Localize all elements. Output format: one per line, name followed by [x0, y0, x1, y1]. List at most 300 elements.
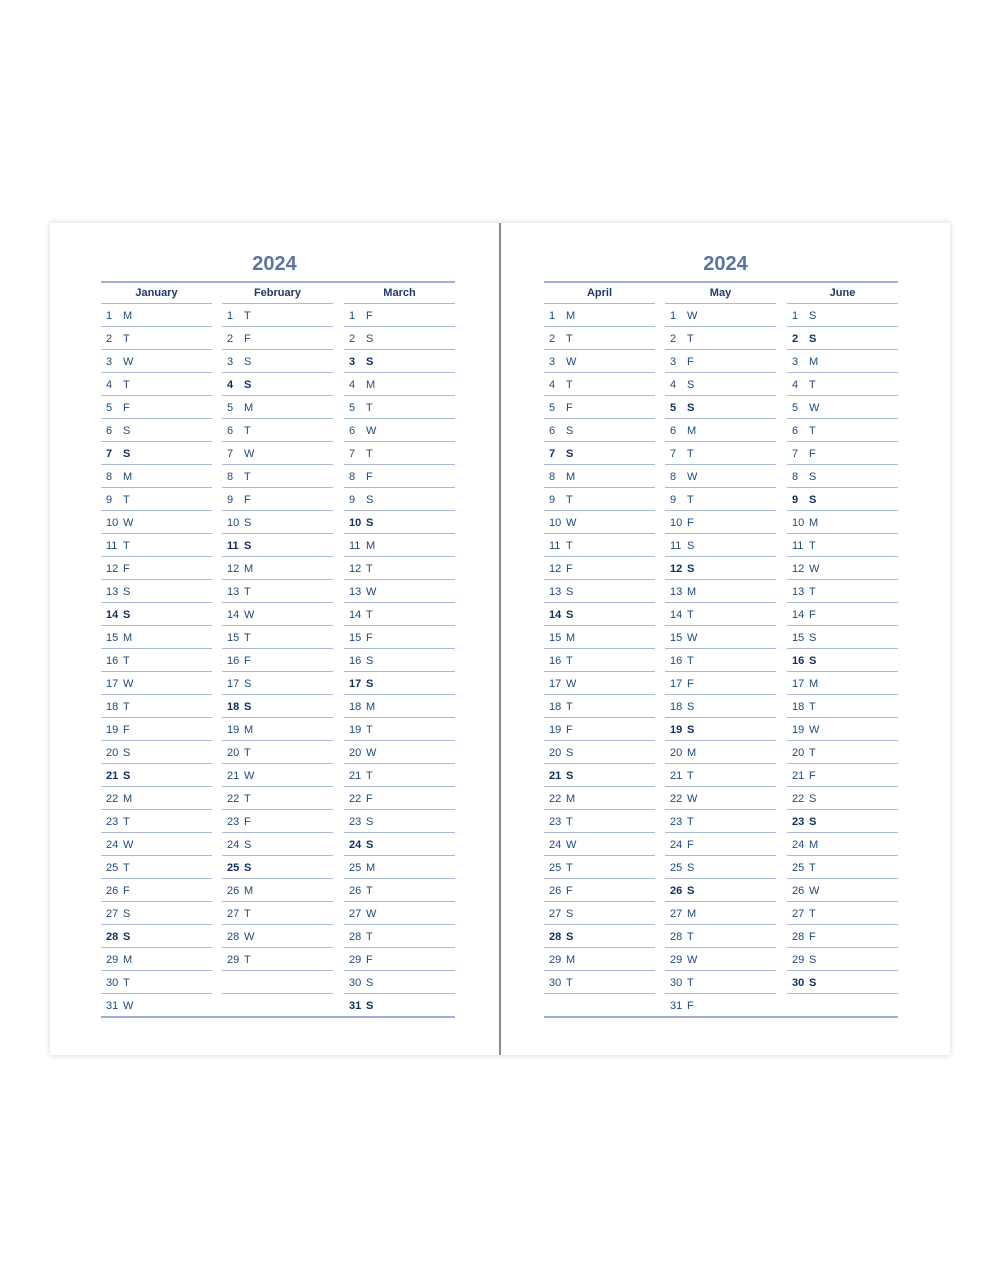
weekday-letter: T	[123, 701, 130, 713]
day-row	[665, 488, 776, 511]
weekday-letter: S	[566, 908, 574, 920]
day-number: 5	[227, 402, 234, 414]
day-number: 17	[670, 678, 683, 690]
day-row	[344, 948, 455, 971]
day-row	[344, 511, 455, 534]
weekday-letter: W	[366, 586, 377, 598]
day-row	[544, 488, 655, 511]
day-number: 20	[227, 747, 240, 759]
day-row	[544, 764, 655, 787]
weekday-letter: S	[366, 839, 374, 851]
day-number: 25	[792, 862, 805, 874]
month-column-may	[665, 281, 776, 1017]
weekday-letter: F	[809, 448, 816, 460]
day-number: 13	[670, 586, 683, 598]
weekday-letter: S	[687, 540, 695, 552]
weekday-letter: S	[566, 448, 574, 460]
weekday-letter: T	[687, 448, 694, 460]
weekday-letter: W	[123, 517, 134, 529]
year-heading: 2024	[252, 253, 297, 275]
day-row	[344, 994, 455, 1017]
day-number: 9	[106, 494, 113, 506]
weekday-letter: F	[244, 816, 251, 828]
day-row	[665, 327, 776, 350]
weekday-letter: M	[687, 586, 697, 598]
day-number: 25	[227, 862, 240, 874]
day-number: 30	[792, 977, 805, 989]
day-number: 30	[670, 977, 683, 989]
day-row	[101, 902, 212, 925]
day-row	[665, 902, 776, 925]
day-row	[665, 373, 776, 396]
weekday-letter: F	[687, 678, 694, 690]
day-row	[787, 396, 898, 419]
weekday-letter: W	[687, 310, 698, 322]
day-row	[544, 902, 655, 925]
day-row	[101, 396, 212, 419]
day-row	[344, 304, 455, 327]
day-row	[344, 580, 455, 603]
bottom-rule	[101, 1016, 455, 1018]
weekday-letter: S	[566, 931, 574, 943]
day-number: 22	[227, 793, 240, 805]
weekday-letter: S	[809, 494, 817, 506]
weekday-letter: T	[687, 333, 694, 345]
day-number: 2	[106, 333, 113, 345]
weekday-letter: M	[244, 724, 254, 736]
day-row	[544, 603, 655, 626]
day-number: 3	[670, 356, 677, 368]
day-row	[344, 902, 455, 925]
weekday-letter: F	[123, 885, 130, 897]
day-row	[787, 534, 898, 557]
day-number: 12	[792, 563, 805, 575]
day-number: 29	[227, 954, 240, 966]
day-number: 28	[227, 931, 240, 943]
day-number: 16	[792, 655, 805, 667]
weekday-letter: S	[809, 632, 817, 644]
weekday-letter: M	[687, 425, 697, 437]
day-number: 16	[227, 655, 240, 667]
day-number: 6	[349, 425, 356, 437]
day-number: 1	[792, 310, 799, 322]
day-row	[344, 741, 455, 764]
day-number: 1	[349, 310, 356, 322]
day-number: 27	[349, 908, 362, 920]
day-number: 26	[106, 885, 119, 897]
day-row	[544, 810, 655, 833]
day-number: 19	[106, 724, 119, 736]
day-row	[665, 971, 776, 994]
weekday-letter: S	[244, 678, 252, 690]
weekday-letter: W	[123, 839, 134, 851]
weekday-letter: W	[687, 632, 698, 644]
day-number: 20	[549, 747, 562, 759]
weekday-letter: T	[687, 609, 694, 621]
weekday-letter: T	[244, 586, 251, 598]
day-number: 15	[106, 632, 119, 644]
weekday-letter: M	[566, 471, 576, 483]
day-number: 24	[349, 839, 362, 851]
weekday-letter: M	[123, 632, 133, 644]
month-name: March	[344, 281, 455, 304]
weekday-letter: S	[566, 747, 574, 759]
day-row	[101, 557, 212, 580]
weekday-letter: M	[566, 632, 576, 644]
weekday-letter: F	[687, 517, 694, 529]
day-row	[544, 511, 655, 534]
day-number: 4	[792, 379, 799, 391]
day-number: 6	[227, 425, 234, 437]
weekday-letter: T	[366, 609, 373, 621]
day-row	[544, 787, 655, 810]
weekday-letter: F	[123, 724, 130, 736]
day-number: 11	[227, 540, 239, 552]
day-row	[787, 511, 898, 534]
day-number: 21	[549, 770, 562, 782]
day-row	[665, 879, 776, 902]
day-row	[222, 971, 333, 994]
day-row	[344, 695, 455, 718]
day-row	[101, 626, 212, 649]
weekday-letter: T	[123, 862, 130, 874]
day-number: 4	[227, 379, 234, 391]
day-row	[101, 948, 212, 971]
day-row	[544, 879, 655, 902]
weekday-letter: F	[366, 793, 373, 805]
weekday-letter: S	[366, 517, 374, 529]
weekday-letter: T	[566, 333, 573, 345]
weekday-letter: S	[687, 563, 695, 575]
day-number: 28	[549, 931, 562, 943]
weekday-letter: M	[366, 862, 376, 874]
day-row	[544, 925, 655, 948]
weekday-letter: T	[123, 494, 130, 506]
day-row	[222, 833, 333, 856]
day-number: 15	[549, 632, 562, 644]
day-number: 29	[670, 954, 683, 966]
day-row	[787, 603, 898, 626]
weekday-letter: S	[566, 609, 574, 621]
day-row	[665, 511, 776, 534]
weekday-letter: S	[244, 839, 252, 851]
day-row	[222, 787, 333, 810]
day-row	[787, 925, 898, 948]
day-row	[665, 396, 776, 419]
weekday-letter: M	[123, 310, 133, 322]
weekday-letter: F	[366, 310, 373, 322]
day-number: 28	[349, 931, 362, 943]
day-number: 4	[349, 379, 356, 391]
day-number: 31	[349, 1000, 362, 1012]
day-number: 17	[792, 678, 805, 690]
day-number: 2	[549, 333, 556, 345]
day-number: 27	[549, 908, 562, 920]
weekday-letter: M	[123, 954, 133, 966]
day-number: 28	[106, 931, 119, 943]
weekday-letter: M	[566, 793, 576, 805]
day-number: 8	[792, 471, 799, 483]
weekday-letter: S	[809, 471, 817, 483]
weekday-letter: T	[687, 977, 694, 989]
weekday-letter: M	[123, 471, 133, 483]
day-row	[665, 695, 776, 718]
day-row	[665, 810, 776, 833]
day-row	[787, 902, 898, 925]
day-row	[665, 833, 776, 856]
day-number: 15	[227, 632, 240, 644]
weekday-letter: S	[809, 793, 817, 805]
day-number: 17	[106, 678, 119, 690]
day-number: 20	[106, 747, 119, 759]
day-number: 7	[670, 448, 677, 460]
weekday-letter: M	[244, 402, 254, 414]
weekday-letter: T	[244, 310, 251, 322]
day-row	[787, 787, 898, 810]
weekday-letter: F	[366, 954, 373, 966]
day-row	[101, 649, 212, 672]
day-number: 9	[549, 494, 556, 506]
day-row	[222, 948, 333, 971]
day-number: 11	[792, 540, 804, 552]
weekday-letter: F	[366, 471, 373, 483]
day-number: 18	[349, 701, 362, 713]
day-row	[787, 879, 898, 902]
day-row	[222, 695, 333, 718]
day-row	[787, 465, 898, 488]
month-name: April	[544, 281, 655, 304]
day-number: 25	[670, 862, 683, 874]
day-number: 16	[349, 655, 362, 667]
day-number: 21	[670, 770, 683, 782]
month-name: January	[101, 281, 212, 304]
day-number: 20	[670, 747, 683, 759]
day-number: 3	[792, 356, 799, 368]
weekday-letter: S	[566, 425, 574, 437]
day-row	[544, 442, 655, 465]
day-number: 2	[349, 333, 356, 345]
weekday-letter: S	[123, 931, 131, 943]
day-row	[787, 994, 898, 1017]
weekday-letter: M	[809, 356, 819, 368]
weekday-letter: T	[687, 494, 694, 506]
day-number: 7	[349, 448, 356, 460]
weekday-letter: T	[809, 540, 816, 552]
weekday-letter: S	[244, 517, 252, 529]
day-number: 11	[349, 540, 361, 552]
day-row	[544, 534, 655, 557]
day-row	[665, 718, 776, 741]
day-number: 24	[670, 839, 683, 851]
day-row	[222, 465, 333, 488]
weekday-letter: T	[566, 494, 573, 506]
day-row	[101, 327, 212, 350]
weekday-letter: T	[566, 379, 573, 391]
day-number: 12	[549, 563, 562, 575]
day-row	[544, 971, 655, 994]
weekday-letter: M	[244, 563, 254, 575]
day-row	[544, 741, 655, 764]
day-number: 22	[349, 793, 362, 805]
day-row	[544, 327, 655, 350]
day-row	[101, 971, 212, 994]
day-number: 13	[792, 586, 805, 598]
day-row	[544, 373, 655, 396]
weekday-letter: W	[566, 517, 577, 529]
day-row	[787, 580, 898, 603]
weekday-letter: T	[244, 954, 251, 966]
day-number: 14	[792, 609, 805, 621]
day-row	[665, 994, 776, 1017]
day-number: 12	[227, 563, 240, 575]
weekday-letter: W	[244, 448, 255, 460]
day-number: 18	[670, 701, 683, 713]
day-number: 4	[106, 379, 113, 391]
day-number: 21	[792, 770, 805, 782]
day-row	[787, 373, 898, 396]
day-number: 19	[349, 724, 362, 736]
day-number: 19	[549, 724, 562, 736]
day-number: 6	[670, 425, 677, 437]
day-row	[222, 350, 333, 373]
weekday-letter: T	[809, 425, 816, 437]
weekday-letter: F	[366, 632, 373, 644]
weekday-letter: F	[809, 931, 816, 943]
day-row	[344, 856, 455, 879]
day-number: 2	[227, 333, 234, 345]
day-row	[222, 327, 333, 350]
day-number: 7	[549, 448, 556, 460]
day-row	[544, 304, 655, 327]
day-number: 31	[106, 1000, 119, 1012]
weekday-letter: W	[687, 793, 698, 805]
day-number: 11	[106, 540, 118, 552]
weekday-letter: S	[687, 701, 695, 713]
day-number: 17	[227, 678, 240, 690]
weekday-letter: W	[244, 609, 255, 621]
day-row	[665, 649, 776, 672]
day-number: 5	[349, 402, 356, 414]
day-number: 15	[792, 632, 805, 644]
weekday-letter: S	[244, 862, 252, 874]
weekday-letter: S	[244, 356, 252, 368]
weekday-letter: S	[123, 747, 131, 759]
day-row	[222, 626, 333, 649]
day-number: 6	[792, 425, 799, 437]
day-number: 19	[670, 724, 683, 736]
day-row	[787, 971, 898, 994]
weekday-letter: F	[244, 333, 251, 345]
day-number: 19	[227, 724, 240, 736]
day-number: 10	[106, 517, 119, 529]
month-column-january	[101, 281, 212, 1017]
weekday-letter: T	[566, 977, 573, 989]
weekday-letter: T	[366, 770, 373, 782]
weekday-letter: W	[687, 471, 698, 483]
day-row	[101, 488, 212, 511]
day-row	[222, 764, 333, 787]
day-row	[101, 534, 212, 557]
day-number: 4	[670, 379, 677, 391]
day-row	[344, 396, 455, 419]
weekday-letter: W	[366, 908, 377, 920]
day-row	[787, 718, 898, 741]
day-number: 6	[549, 425, 556, 437]
day-number: 22	[106, 793, 119, 805]
day-number: 23	[106, 816, 119, 828]
weekday-letter: S	[123, 425, 131, 437]
weekday-letter: S	[366, 977, 374, 989]
day-number: 23	[670, 816, 683, 828]
day-number: 10	[349, 517, 362, 529]
weekday-letter: F	[244, 494, 251, 506]
month-name: June	[787, 281, 898, 304]
day-row	[101, 741, 212, 764]
day-row	[222, 649, 333, 672]
day-row	[101, 304, 212, 327]
day-row	[101, 718, 212, 741]
weekday-letter: S	[809, 954, 817, 966]
day-row	[344, 764, 455, 787]
day-number: 29	[792, 954, 805, 966]
day-row	[101, 810, 212, 833]
day-row	[344, 879, 455, 902]
day-row	[222, 396, 333, 419]
weekday-letter: M	[244, 885, 254, 897]
day-number: 10	[549, 517, 562, 529]
day-row	[101, 787, 212, 810]
weekday-letter: T	[366, 931, 373, 943]
day-number: 3	[349, 356, 356, 368]
weekday-letter: T	[244, 747, 251, 759]
day-row	[544, 833, 655, 856]
weekday-letter: M	[366, 701, 376, 713]
weekday-letter: W	[566, 839, 577, 851]
weekday-letter: T	[366, 448, 373, 460]
weekday-letter: S	[244, 701, 252, 713]
day-number: 12	[106, 563, 119, 575]
day-number: 26	[670, 885, 683, 897]
day-row	[787, 649, 898, 672]
day-row	[544, 718, 655, 741]
day-row	[344, 718, 455, 741]
weekday-letter: F	[244, 655, 251, 667]
day-number: 1	[227, 310, 234, 322]
day-row	[665, 741, 776, 764]
month-grid-right	[544, 281, 898, 1023]
day-number: 29	[106, 954, 119, 966]
day-row	[665, 672, 776, 695]
day-number: 24	[106, 839, 119, 851]
day-number: 9	[670, 494, 677, 506]
day-number: 19	[792, 724, 805, 736]
day-row	[101, 764, 212, 787]
day-row	[344, 626, 455, 649]
planner-spread	[50, 223, 950, 1055]
day-number: 3	[106, 356, 113, 368]
day-number: 14	[670, 609, 683, 621]
day-row	[222, 902, 333, 925]
day-row	[665, 626, 776, 649]
day-number: 11	[549, 540, 561, 552]
weekday-letter: T	[244, 425, 251, 437]
day-row	[665, 603, 776, 626]
day-number: 1	[549, 310, 556, 322]
weekday-letter: S	[366, 655, 374, 667]
day-row	[787, 856, 898, 879]
day-row	[787, 695, 898, 718]
day-row	[544, 649, 655, 672]
